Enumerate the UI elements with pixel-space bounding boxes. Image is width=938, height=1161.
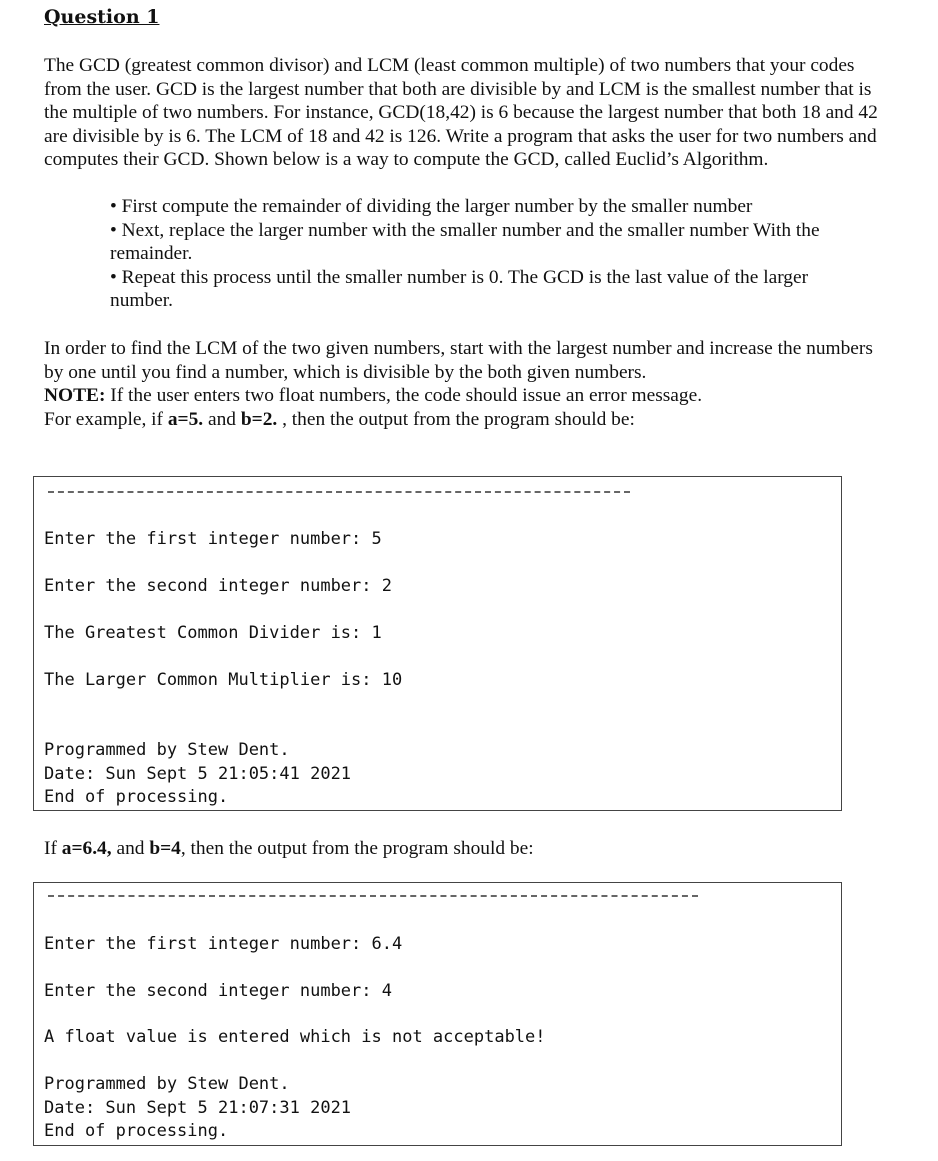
lcm-section bbox=[44, 337, 884, 431]
dashed-divider bbox=[48, 895, 698, 897]
console-line: Enter the second integer number: 2 bbox=[44, 576, 392, 596]
example1-prefix: For example, if bbox=[44, 408, 168, 430]
example1-line bbox=[44, 408, 884, 432]
console-line: Programmed by Stew Dent. bbox=[44, 740, 290, 760]
algorithm-steps-list bbox=[110, 195, 870, 313]
console-line: Date: Sun Sept 5 21:07:31 2021 bbox=[44, 1098, 352, 1118]
console-line: A float value is entered which is not acceptable! bbox=[44, 1027, 546, 1047]
example1-and: and bbox=[203, 408, 241, 430]
console-line: End of processing. bbox=[44, 1121, 229, 1141]
algorithm-step: • First compute the remainder of dividing the larger number by the smaller number bbox=[110, 195, 870, 219]
example2-b: b=4 bbox=[149, 838, 181, 859]
example1-suffix: , then the output from the program should be: bbox=[277, 408, 635, 430]
dashed-divider bbox=[48, 491, 630, 493]
note-label: NOTE: bbox=[44, 385, 106, 406]
console-line: Enter the second integer number: 4 bbox=[44, 981, 392, 1001]
console-line: Date: Sun Sept 5 21:05:41 2021 bbox=[44, 764, 352, 784]
question-heading: Question 1 bbox=[44, 6, 160, 28]
console-line: Programmed by Stew Dent. bbox=[44, 1074, 290, 1094]
console-output-2 bbox=[33, 882, 842, 1146]
note-line bbox=[44, 384, 884, 408]
example2-prefix: If bbox=[44, 838, 62, 859]
console-line: End of processing. bbox=[44, 787, 229, 807]
console-line: The Greatest Common Divider is: 1 bbox=[44, 623, 382, 643]
algorithm-step: • Repeat this process until the smaller number is 0. The GCD is the last value of the larger number. bbox=[110, 266, 870, 313]
example2-line bbox=[44, 837, 884, 861]
note-text: If the user enters two float numbers, the code should issue an error message. bbox=[105, 385, 703, 406]
console-output-1 bbox=[33, 476, 842, 811]
example2-suffix: , then the output from the program should be: bbox=[180, 838, 534, 859]
algorithm-step: • Next, replace the larger number with the smaller number and the smaller number With the remainder. bbox=[110, 219, 870, 266]
console-line: Enter the first integer number: 6.4 bbox=[44, 934, 403, 954]
console-line: Enter the first integer number: 5 bbox=[44, 529, 382, 549]
example1-a: a=5. bbox=[167, 408, 204, 430]
lcm-paragraph: In order to find the LCM of the two given numbers, start with the largest number and increase the numbers by one until you find a number, which is divisible by the both given numbers. bbox=[44, 338, 873, 383]
example1-b: b=2. bbox=[240, 408, 278, 430]
example2-a: a=6.4, bbox=[61, 838, 112, 859]
console-line: The Larger Common Multiplier is: 10 bbox=[44, 670, 403, 690]
example2-and: and bbox=[111, 838, 150, 859]
intro-paragraph: The GCD (greatest common divisor) and LCM (least common multiple) of two numbers that your codes from the user. GCD is the largest number that both are divisible by and LCM is the smallest number that is the multiple of two numbers. For instance, GCD(18,42) is 6 because the largest number that both 18 and 42 are divisible by is 6. The LCM of 18 and 42 is 126. Write a program that asks the user for two numbers and computes their GCD. Shown below is a way to compute the GCD, called Euclid’s Algorithm. bbox=[44, 55, 878, 170]
